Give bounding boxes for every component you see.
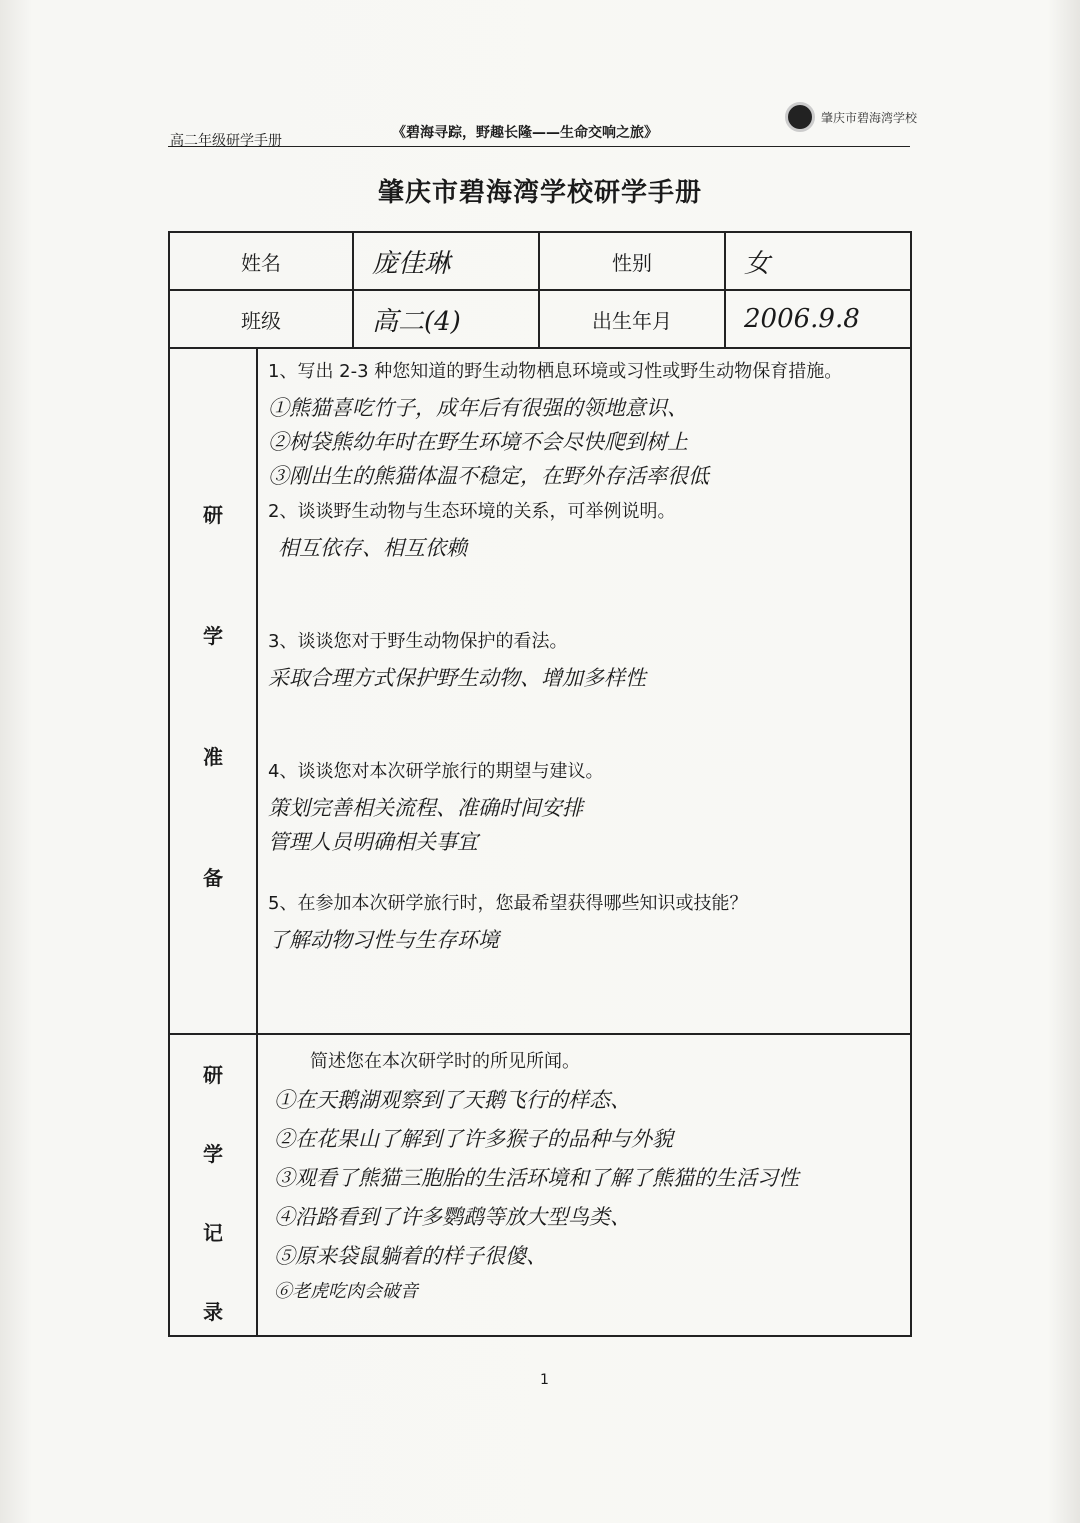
prep-side-char: 准 — [203, 745, 223, 769]
question-3: 3、谈谈您对于野生动物保护的看法。 — [268, 631, 568, 652]
record-side-char: 研 — [203, 1063, 223, 1087]
answer-2[interactable]: 相互依存、相互依赖 — [278, 536, 467, 560]
class-field[interactable]: 高二(4) — [353, 290, 539, 348]
page-title: 肇庆市碧海湾学校研学手册 — [377, 178, 702, 208]
record-side-char: 记 — [203, 1221, 223, 1245]
handbook-form — [168, 231, 912, 1337]
gender-field[interactable]: 女 — [725, 232, 911, 290]
record-item[interactable]: ①在天鹅湖观察到了天鹅飞行的样态、 — [274, 1088, 631, 1112]
header-divider — [168, 146, 910, 147]
record-side-label — [169, 1034, 257, 1336]
record-item[interactable]: ③观看了熊猫三胞胎的生活环境和了解了熊猫的生活习性 — [274, 1166, 799, 1190]
prep-side-char: 学 — [203, 624, 223, 648]
answer-3[interactable]: 采取合理方式保护野生动物、增加多样性 — [268, 666, 646, 690]
record-item[interactable]: ⑤原来袋鼠躺着的样子很傻、 — [274, 1244, 547, 1268]
birth-field[interactable]: 2006.9.8 — [725, 290, 911, 348]
answer-1-line[interactable]: ②树袋熊幼年时在野生环境不会尽快爬到树上 — [268, 430, 688, 454]
name-field[interactable]: 庞佳琳 — [353, 232, 539, 290]
answer-5[interactable]: 了解动物习性与生存环境 — [268, 928, 499, 952]
record-item[interactable]: ⑥老虎吃肉会破音 — [274, 1281, 418, 1302]
class-label: 班级 — [169, 290, 353, 348]
header-left: 高二年级研学手册 — [170, 133, 282, 149]
record-side-char: 录 — [203, 1300, 223, 1324]
question-2: 2、谈谈野生动物与生态环境的关系，可举例说明。 — [268, 501, 676, 522]
record-prompt: 简述您在本次研学时的所见所闻。 — [310, 1051, 580, 1072]
record-item[interactable]: ④沿路看到了许多鹦鹉等放大型鸟类、 — [274, 1205, 631, 1229]
prep-side-char: 研 — [203, 503, 223, 527]
logo-text: 肇庆市碧海湾学校 — [821, 110, 918, 125]
birth-label: 出生年月 — [539, 290, 725, 348]
record-side-char: 学 — [203, 1142, 223, 1166]
school-logo — [785, 102, 917, 132]
prep-side-char: 备 — [203, 866, 223, 890]
answer-4-line[interactable]: 策划完善相关流程、准确时间安排 — [268, 796, 583, 820]
name-label: 姓名 — [169, 232, 353, 290]
question-4: 4、谈谈您对本次研学旅行的期望与建议。 — [268, 761, 604, 782]
question-1: 1、写出 2-3 种您知道的野生动物栖息环境或习性或野生动物保育措施。 — [268, 361, 843, 382]
header-center: 《碧海寻踪，野趣长隆——生命交响之旅》 — [392, 125, 658, 141]
question-5: 5、在参加本次研学旅行时，您最希望获得哪些知识或技能？ — [268, 893, 748, 914]
gender-label: 性别 — [539, 232, 725, 290]
answer-1-line[interactable]: ③刚出生的熊猫体温不稳定，在野外存活率很低 — [268, 464, 709, 488]
prep-side-label — [169, 348, 257, 1034]
record-section — [257, 1034, 911, 1336]
answer-4-line[interactable]: 管理人员明确相关事宜 — [268, 830, 478, 854]
school-emblem-icon — [785, 102, 815, 132]
record-item[interactable]: ②在花果山了解到了许多猴子的品种与外貌 — [274, 1127, 673, 1151]
answer-1-line[interactable]: ①熊猫喜吃竹子，成年后有很强的领地意识、 — [268, 396, 688, 420]
page-number: 1 — [540, 1372, 549, 1388]
prep-section — [257, 348, 911, 1034]
